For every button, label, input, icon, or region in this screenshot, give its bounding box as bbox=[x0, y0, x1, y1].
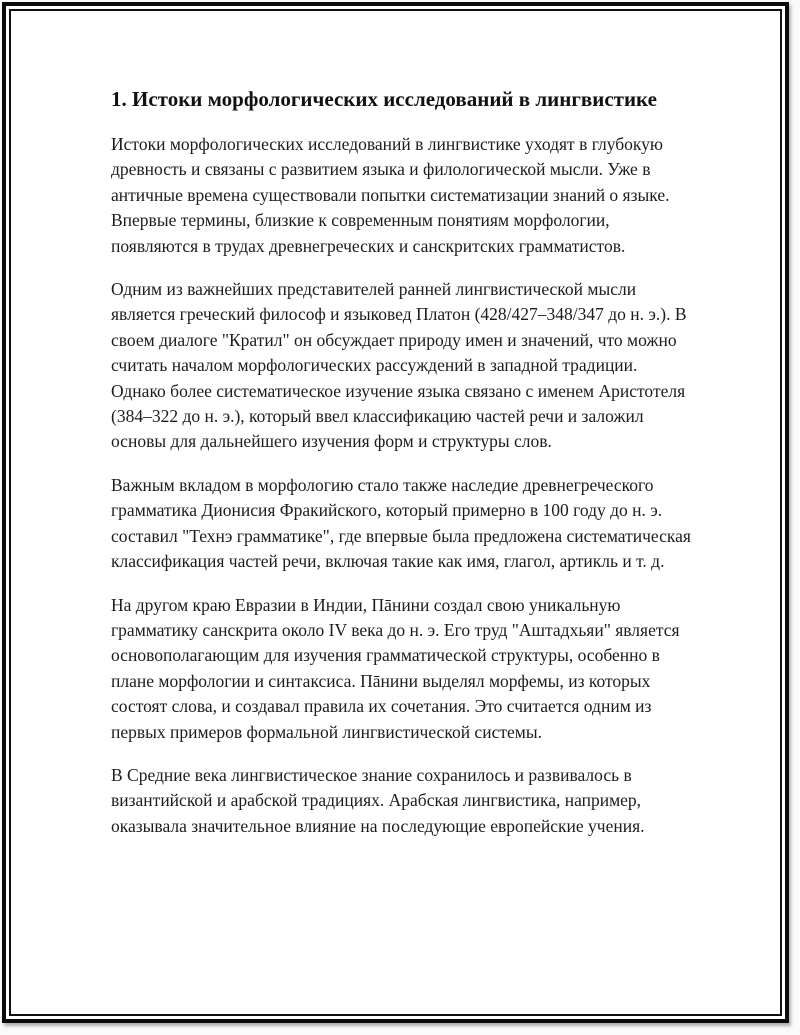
page-content bbox=[11, 11, 780, 1014]
paragraph-middle-ages: В Средние века лингвистическое знание сохранилось и развивалось в византийской и арабской традициях. Арабская лингвистика, например, оказывала значительное влияние на последующие европейские учения. bbox=[111, 764, 645, 836]
paragraph-panini: На другом краю Евразии в Индии, Пāнини создал свою уникальную грамматику санскрита около IV века до н. э. Его труд "Аштадхьяи" является основополагающим для изучения грамматической структуры, особенно в плане морфологии и синтаксиса. Пāнини выделял морфемы, из которых состоят слова, и создавал правила их сочетания. Это считается одним из первых примеров формальной лингвистической системы. bbox=[111, 594, 680, 742]
page-inner-border bbox=[9, 9, 782, 1016]
document-page-frame bbox=[2, 2, 789, 1023]
paragraph-plato-aristotle: Одним из важнейших представителей ранней лингвистической мысли является греческий философ и языковед Платон (428/427–348/347 до н. э.). В своем диалоге "Кратил" он обсуждает природу имен и значений, что можно считать началом морфологических рассуждений в западной традиции. Однако более систематическое изучение языка связано с именем Аристотеля (384–322 до н. э.), который ввел классификацию частей речи и заложил основы для дальнейшего изучения форм и структуры слов. bbox=[111, 279, 687, 452]
paragraph-dionysius-thrax: Важным вкладом в морфологию стало также наследие древнегреческого грамматика Дионисия Фракийского, который примерно в 100 году до н. э. составил "Технэ грамматике", где впервые была предложена систематическая классификация частей речи, включая такие как имя, глагол, артикль и т. д. bbox=[111, 474, 691, 572]
paragraph-origins-overview: Истоки морфологических исследований в лингвистике уходят в глубокую древность и связаны с развитием языка и филологической мысли. Уже в античные времена существовали попытки систематизации знаний о языке. Впервые термины, близкие к современным понятиям морфологии, появляются в трудах древнегреческих и санскритских грамматистов. bbox=[111, 134, 670, 256]
section-heading: 1. Истоки морфологических исследований в лингвистике bbox=[111, 87, 657, 111]
